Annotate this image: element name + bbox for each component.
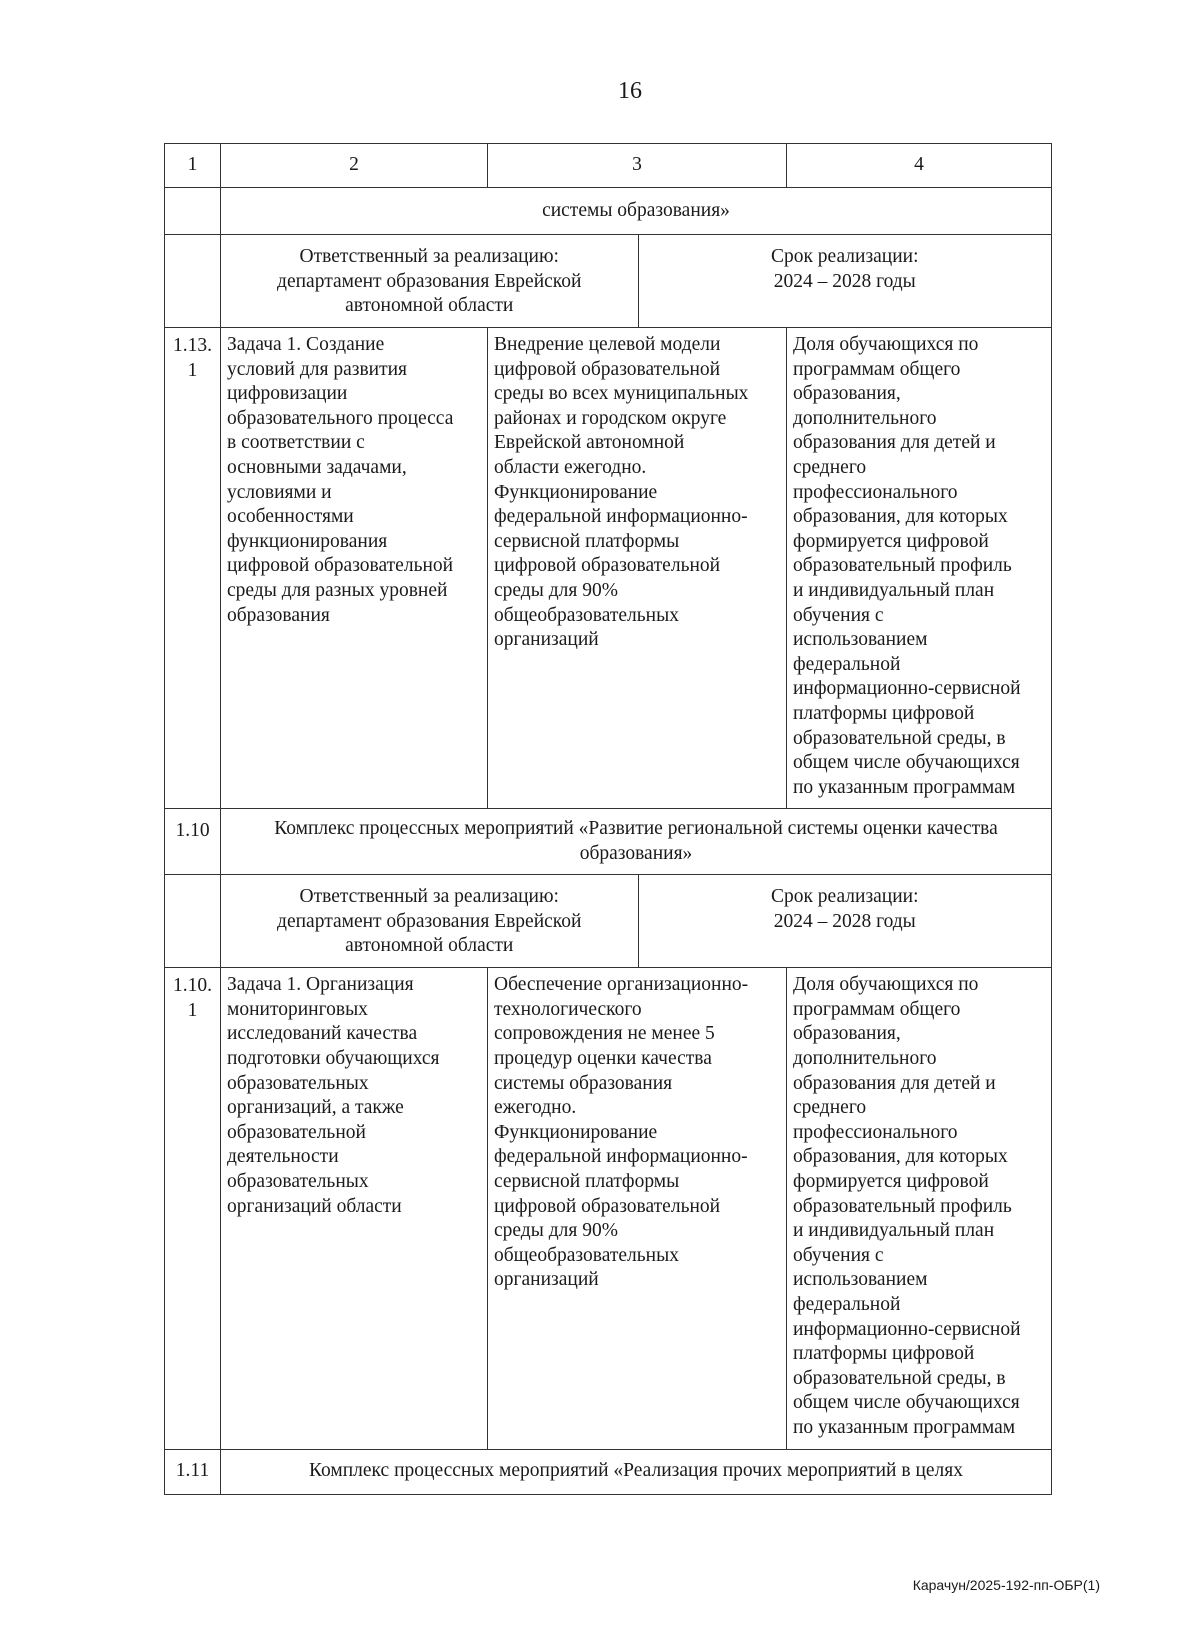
page-number: 16 [618,78,642,104]
measures-table [164,143,1052,1495]
task-row [165,968,1052,1449]
task-number: 1.13. 1 [165,328,221,809]
responsible-row [165,875,1052,968]
task-number: 1.10. 1 [165,968,221,1449]
section-title-row [165,809,1052,875]
section-title-row [165,1449,1052,1494]
indicator: Доля обучающихся по программам общего образования, дополнительного образования для детей и среднего профессионального образования, для которых формируется цифровой образовательный профиль и индивидуальный план обучения с использованием федеральной информационно-сервисной платформы цифровой образовательной среды, в общем числе обучающихся по указанным программам [787,328,1052,809]
expected-result: Обеспечение организационно- технологического сопровождения не менее 5 процедур оценки качества системы образования ежегодно. Функционирование федеральной информационно- сервисной платформы цифровой образовательной среды для 90% общеобразовательных организаций [488,968,787,1449]
section-number: 1.11 [165,1449,221,1494]
task-description: Задача 1. Организация мониторинговых исследований качества подготовки обучающихся образовательных организаций, а также образовательной деятельности образовательных организаций области [221,968,488,1449]
column-number-3: 3 [488,144,787,188]
responsible-department: Ответственный за реализацию: департамент образования Еврейской автономной области [277,246,582,317]
section-title: Комплекс процессных мероприятий «Реализация прочих мероприятий в целях [221,1449,1052,1494]
column-number-row [165,144,1052,188]
expected-result: Внедрение целевой модели цифровой образовательной среды во всех муниципальных районах и городском округе Еврейской автономной области ежегодно. Функционирование федеральной информационно- сервисной платформы цифровой образовательной среды для 90% общеобразовательных организаций [488,328,787,809]
responsible-row [165,235,1052,328]
section-title: Комплекс процессных мероприятий «Развитие региональной системы оценки качества образования» [221,809,1052,875]
document-code: Карачун/2025-192-пп-ОБР(1) [912,1577,1100,1593]
column-number-1: 1 [165,144,221,188]
implementation-period: Срок реализации: 2024 – 2028 годы [638,875,1051,967]
responsible-department: Ответственный за реализацию: департамент образования Еврейской автономной области [277,886,582,957]
task-row [165,328,1052,809]
indicator: Доля обучающихся по программам общего образования, дополнительного образования для детей и среднего профессионального образования, для которых формируется цифровой образовательный профиль и индивидуальный план обучения с использованием федеральной информационно-сервисной платформы цифровой образовательной среды, в общем числе обучающихся по указанным программам [787,968,1052,1449]
section-title-row [165,188,1052,235]
section-number: 1.10 [165,809,221,875]
implementation-period: Срок реализации: 2024 – 2028 годы [638,235,1051,327]
section-title: системы образования» [221,188,1052,235]
column-number-2: 2 [221,144,488,188]
column-number-4: 4 [787,144,1052,188]
task-description: Задача 1. Создание условий для развития цифровизации образовательного процесса в соответствии с основными задачами, условиями и особенностями функционирования цифровой образовательной среды для разных уровней образования [221,328,488,809]
